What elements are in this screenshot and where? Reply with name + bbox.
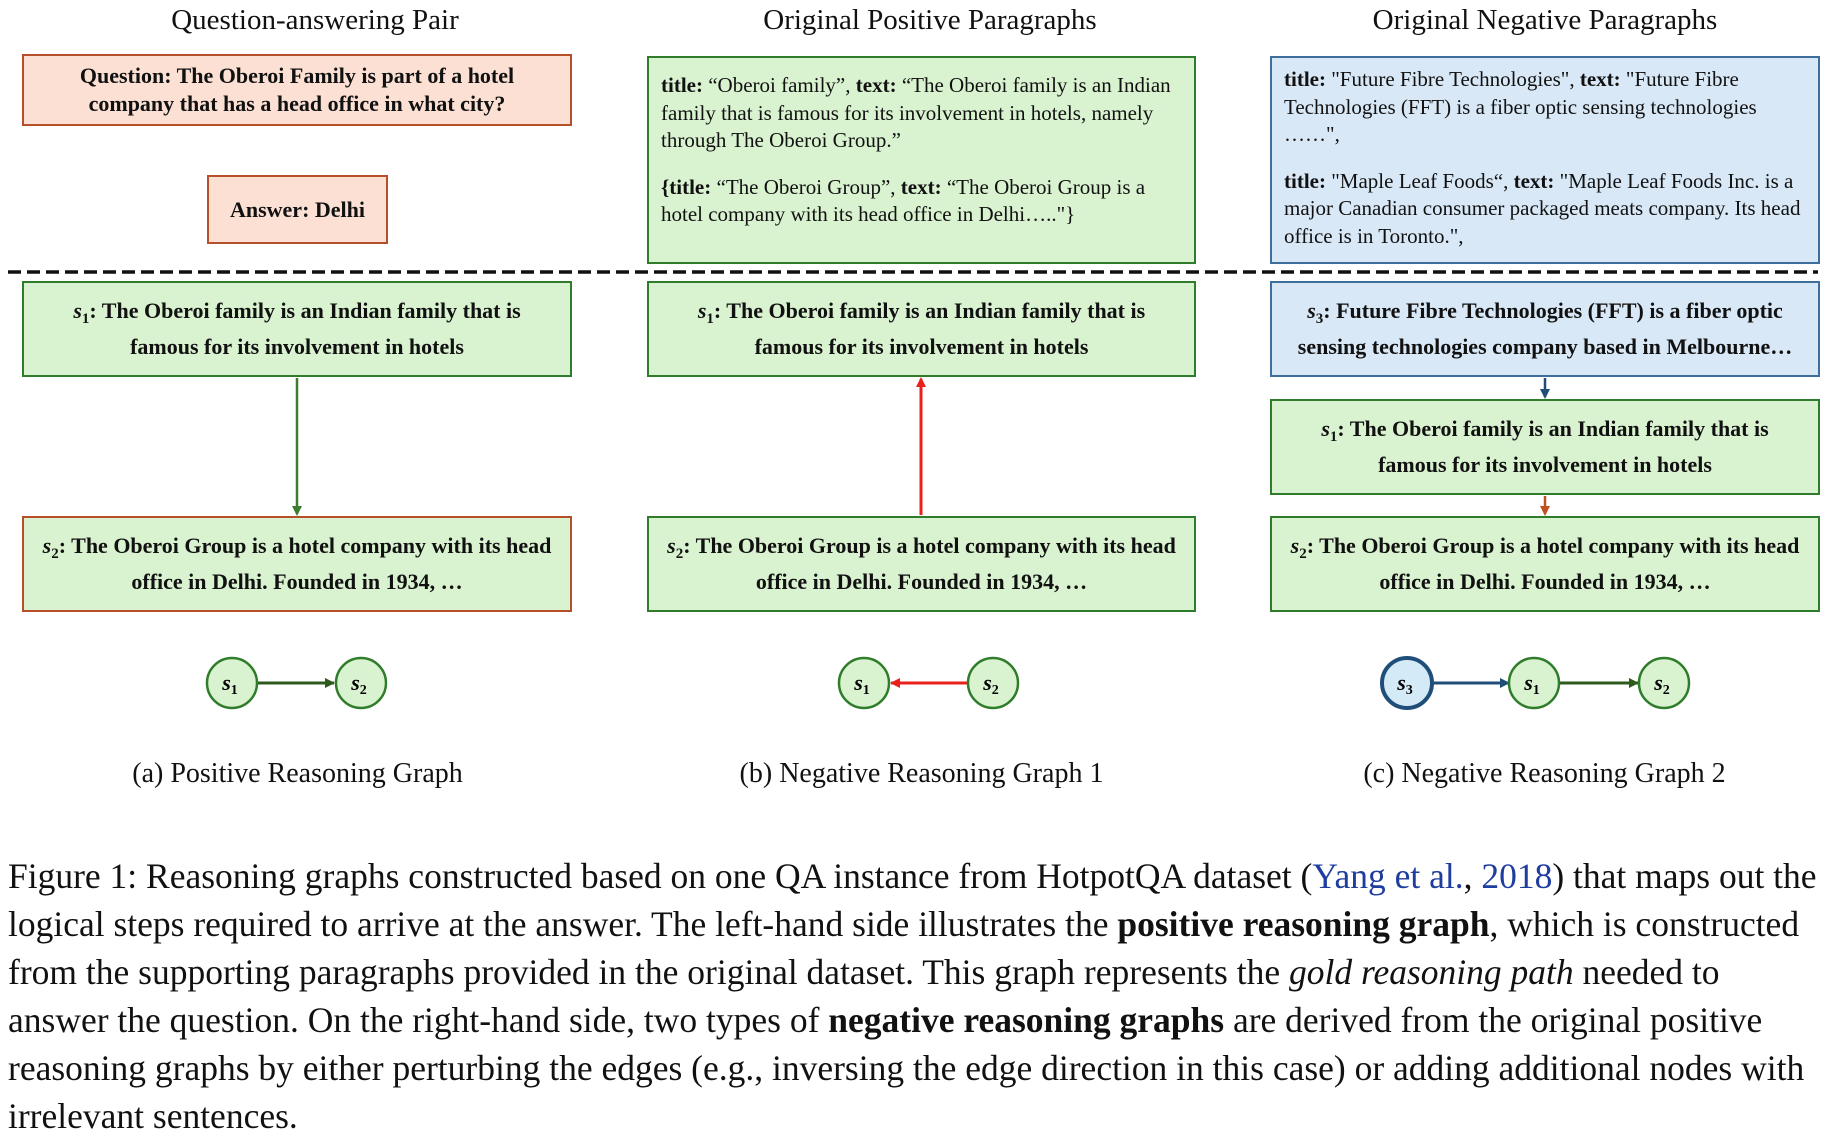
a-s2-var: s (42, 533, 52, 558)
heading-original-positive: Original Positive Paragraphs (763, 4, 1097, 36)
b-s1-sentence: : The Oberoi family is an Indian family that is famous for its involvement in hotels (713, 298, 1146, 359)
subcaption-b: (b) Negative Reasoning Graph 1 (739, 758, 1104, 789)
caption-italic-gold-path: gold reasoning path (1288, 952, 1574, 992)
p1-title-label: title: (661, 73, 703, 97)
a-s2-sentence: : The Oberoi Group is a hotel company with its head office in Delhi. Founded in 1934, … (58, 533, 552, 594)
n2-title-label: title: (1284, 168, 1326, 193)
caption-bold-positive: positive reasoning graph (1117, 904, 1490, 944)
caption-part-1: ) that maps out the logical steps required to arrive at the answer. The left-hand side illustrates the (8, 856, 1817, 944)
caption-part-3: needed to answer the question. On the right-hand side, two types of (8, 952, 1720, 1040)
caption-part-2: , which is constructed from the supporting paragraphs provided in the original dataset. This graph represents the (8, 904, 1800, 992)
n2-text-value: "Maple Leaf Foods Inc. is a major Canadian consumer packaged meats company. Its head office is in Toronto.", (1284, 168, 1801, 248)
n1-text-value: "Future Fibre Technologies (FFT) is a fiber optic sensing technologies ……", (1284, 67, 1757, 146)
c-s3-sub: 3 (1315, 311, 1324, 327)
caption-part-4: are derived from the original positive reasoning graphs by either perturbing the edges (e.g., inversing the edge direction in this case) or adding additional nodes with irrelevant sentences. (8, 1000, 1805, 1136)
b-s2-sub: 2 (675, 546, 684, 562)
figure-caption (8, 852, 1823, 1140)
heading-qa-pair: Question-answering Pair (171, 4, 459, 36)
p2-title-label: title: (669, 174, 712, 199)
p1-text-value: “The Oberoi family is an Indian family that is famous for its involvement in hotels, namely through The Oberoi Group.” (661, 73, 1171, 152)
p2-open-brace: { (661, 174, 670, 199)
heading-original-negative: Original Negative Paragraphs (1372, 4, 1718, 36)
p1-text-label: text: (855, 73, 897, 97)
c-s1-var: s (1321, 416, 1330, 441)
c-node-s3-label: s3 (1397, 670, 1413, 698)
a-node-s1-label: s1 (222, 670, 238, 698)
b-s2-var: s (667, 533, 676, 558)
n1-title-value: "Future Fibre Technologies", (1325, 67, 1580, 91)
p2-text-value: “The Oberoi Group is a hotel company with its head office in Delhi….."} (661, 174, 1146, 226)
caption-bold-negative: negative reasoning graphs (828, 1000, 1225, 1040)
c-s3-var: s (1307, 298, 1316, 323)
b-s1-sub: 1 (706, 311, 714, 327)
c-node-s1-label: s1 (1524, 670, 1540, 698)
n2-title-value: "Maple Leaf Foods“, (1325, 168, 1514, 193)
citation-sep: , (1463, 856, 1482, 896)
a-node-s2-label: s2 (351, 670, 367, 698)
n1-title-label: title: (1284, 67, 1326, 91)
c-s2-sub: 2 (1299, 546, 1307, 562)
answer-text: Answer: Delhi (229, 196, 366, 222)
subcaption-c: (c) Negative Reasoning Graph 2 (1363, 758, 1726, 789)
p2-title-value: “The Oberoi Group”, (711, 174, 901, 199)
subcaption-a: (a) Positive Reasoning Graph (132, 758, 463, 789)
c-s2-sentence: : The Oberoi Group is a hotel company with its head office in Delhi. Founded in 1934, … (1306, 533, 1800, 594)
c-node-s2-label: s2 (1654, 670, 1670, 698)
c-s1-sub: 1 (1329, 429, 1338, 445)
a-s1-sentence: : The Oberoi family is an Indian family that is famous for its involvement in hotels (89, 298, 521, 359)
citation-author-link[interactable]: Yang et al. (1312, 856, 1464, 896)
b-node-s2-label: s2 (983, 670, 999, 698)
reasoning-graphs (0, 640, 1827, 730)
c-s1-sentence: : The Oberoi family is an Indian family that is famous for its involvement in hotels (1337, 416, 1769, 477)
p1-title-value: “Oberoi family”, (702, 73, 856, 97)
question-text: Question: The Oberoi Family is part of a hotel company that has a head office in what city? (79, 63, 515, 116)
c-s2-var: s (1290, 533, 1300, 558)
c-s3-sentence: : Future Fibre Technologies (FFT) is a fiber optic sensing technologies company based in Melbourne… (1297, 298, 1793, 359)
n1-text-label: text: (1579, 67, 1621, 91)
citation-year-link[interactable]: 2018 (1481, 856, 1553, 896)
caption-lead: Figure 1: Reasoning graphs constructed based on one QA instance from HotpotQA dataset ( (8, 856, 1313, 896)
a-s2-sub: 2 (51, 546, 59, 562)
b-node-s1-label: s1 (854, 670, 870, 698)
p2-text-label: text: (900, 174, 942, 199)
a-s1-sub: 1 (81, 311, 90, 327)
b-s1-var: s (697, 298, 707, 323)
b-s2-sentence: : The Oberoi Group is a hotel company with its head office in Delhi. Founded in 1934, … (683, 533, 1176, 594)
a-s1-var: s (73, 298, 82, 323)
n2-text-label: text: (1513, 168, 1555, 193)
